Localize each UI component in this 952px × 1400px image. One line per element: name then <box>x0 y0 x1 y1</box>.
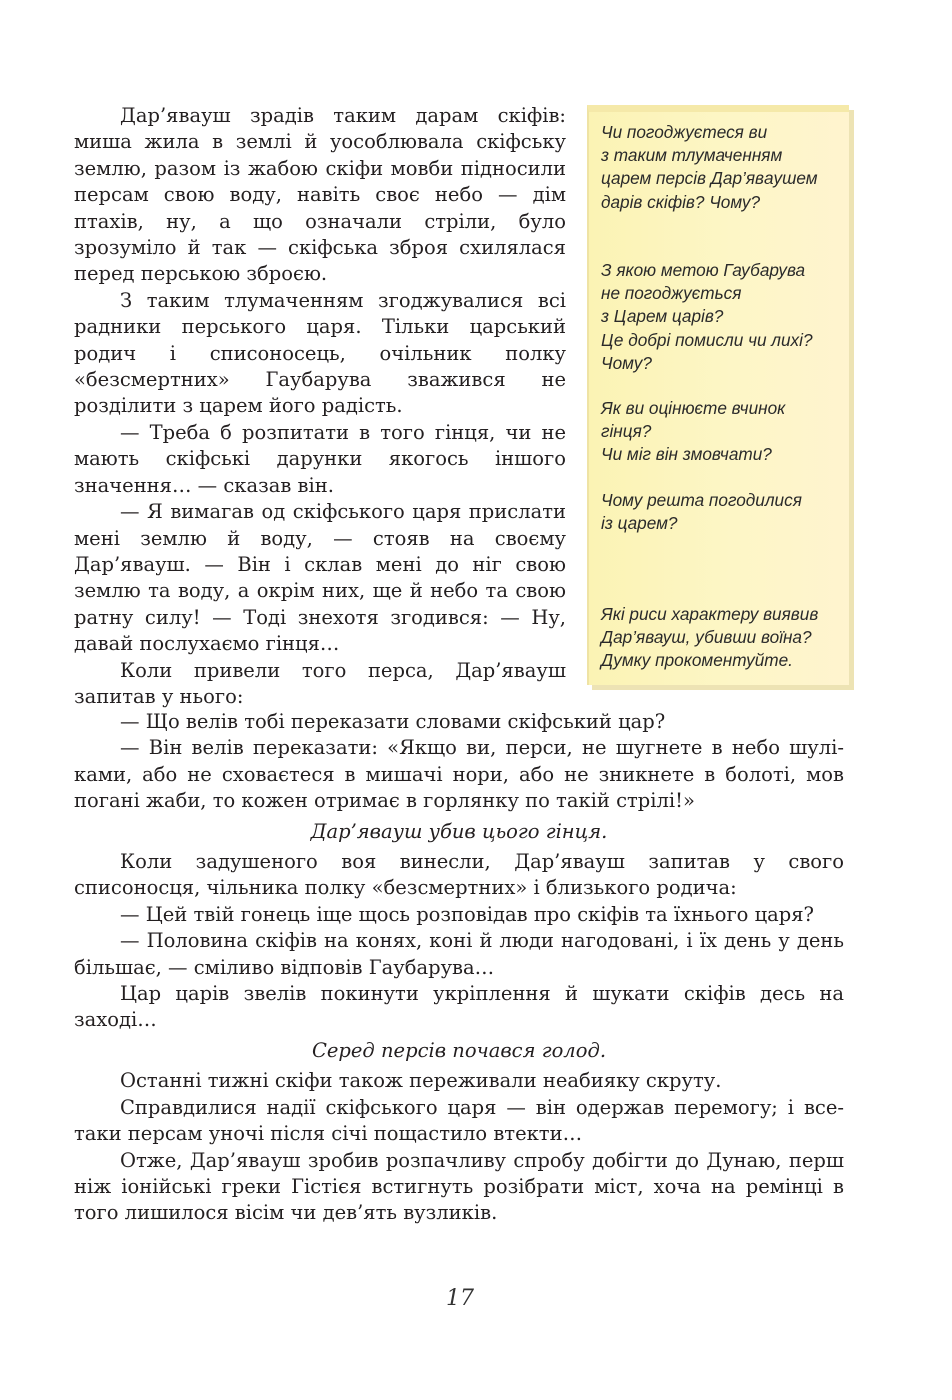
question-1: Чи погоджуєтеся ви з таким тлумаченням царем персів Дар’явaушем дарів скіфів? Чому? <box>601 122 818 212</box>
paragraph: Останні тижні скіфи також переживали неабияку скруту. <box>120 1069 722 1093</box>
paragraph: — Я вимагав од скіфського царя прислати мені землю й воду, — стояв на своєму Дар’явауш. — Він і склав мені до ніг свою землю та воду, а окрім них, ще й небо та свою ратну силу! — Тоді знехотя згодився: — Ну, давай послухаємо гінця… <box>74 500 566 656</box>
questions-sidebar <box>587 105 849 685</box>
question-5: Які риси характеру виявив Дар’явауш, убивши воїна? Думку прокоментуйте. <box>601 604 819 671</box>
main-text-full-width <box>74 709 844 1227</box>
question-3: Як ви оцінюєте вчинок гінця? Чи міг він змовчати? <box>601 398 786 465</box>
paragraph: Коли привели того перса, Дар’явауш запитав у нього: <box>74 658 566 708</box>
question-4: Чому решта погодилися із царем? <box>601 490 802 534</box>
paragraph: — Половина скіфів на конях, коні й люди нагодовані, і їх день у день більшає, — сміливо відповів Гаубарува… <box>74 929 844 979</box>
paragraph: — Що велів тобі переказати словами скіфський цар? <box>120 710 666 733</box>
paragraph: — Треба б розпитати в того гінця, чи не мають скіфські дарунки якогось іншого значення… — сказав він. <box>74 420 566 497</box>
paragraph: Отже, Дар’явауш зробив розпачливу спробу добігти до Дунаю, перш ніж іонійські греки Гістієя встигнуть розібрати міст, хоча на ремінці в того лишилося вісім чи дев’ять вузликів. <box>74 1148 844 1225</box>
section-interlude: Дар’явауш убив цього гінця. <box>310 819 608 843</box>
paragraph: — Цей твій гонець іще щось розповідав про скіфів та їхнього царя? <box>120 902 815 926</box>
question-2: З якою метою Гаубарува не погоджується з Царем царів? Це добрі помисли чи лихі? Чому? <box>601 260 813 373</box>
paragraph: — Він велів переказати: «Якщо ви, перси, не шугнете в небо шуліками, або не сховаєтеся в мишачі нори, або не зникнете в болоті, мов погані жаби, то кожен отримає в горлянку по такій стрілі!» <box>74 736 844 813</box>
paragraph: З таким тлумаченням згоджувалися всі радники перського царя. Тільки царський родич і списоносець, очільник полку «безсмертних» Гаубарува зважився не розділити з царем його радість. <box>74 288 566 418</box>
page-number: 17 <box>446 1286 474 1311</box>
section-interlude: Серед персів почався голод. <box>311 1038 607 1062</box>
main-text-column <box>74 103 566 710</box>
paragraph: Цар царів звелів покинути укріплення й шукати скіфів десь на заході… <box>74 982 844 1032</box>
paragraph: Коли задушеного воя винесли, Дар’явауш запитав у свого списоносця, чільника полку «безсмертних» і близького родича: <box>74 850 844 900</box>
paragraph: Справдилися надії скіфського царя — він одержав перемогу; і всетаки персам уночі після січі пощастило втекти… <box>74 1095 844 1146</box>
paragraph: Дар’явауш зрадів таким дарам скіфів: миша жила в землі й уособлювала скіфську землю, разом із жабою скіфи мовби підносили персам свою воду, навіть своє небо — дім птахів, ну, а що означали стріли, було зрозуміло й так — скіфська зброя схилялася перед перською зброєю. <box>74 104 566 286</box>
